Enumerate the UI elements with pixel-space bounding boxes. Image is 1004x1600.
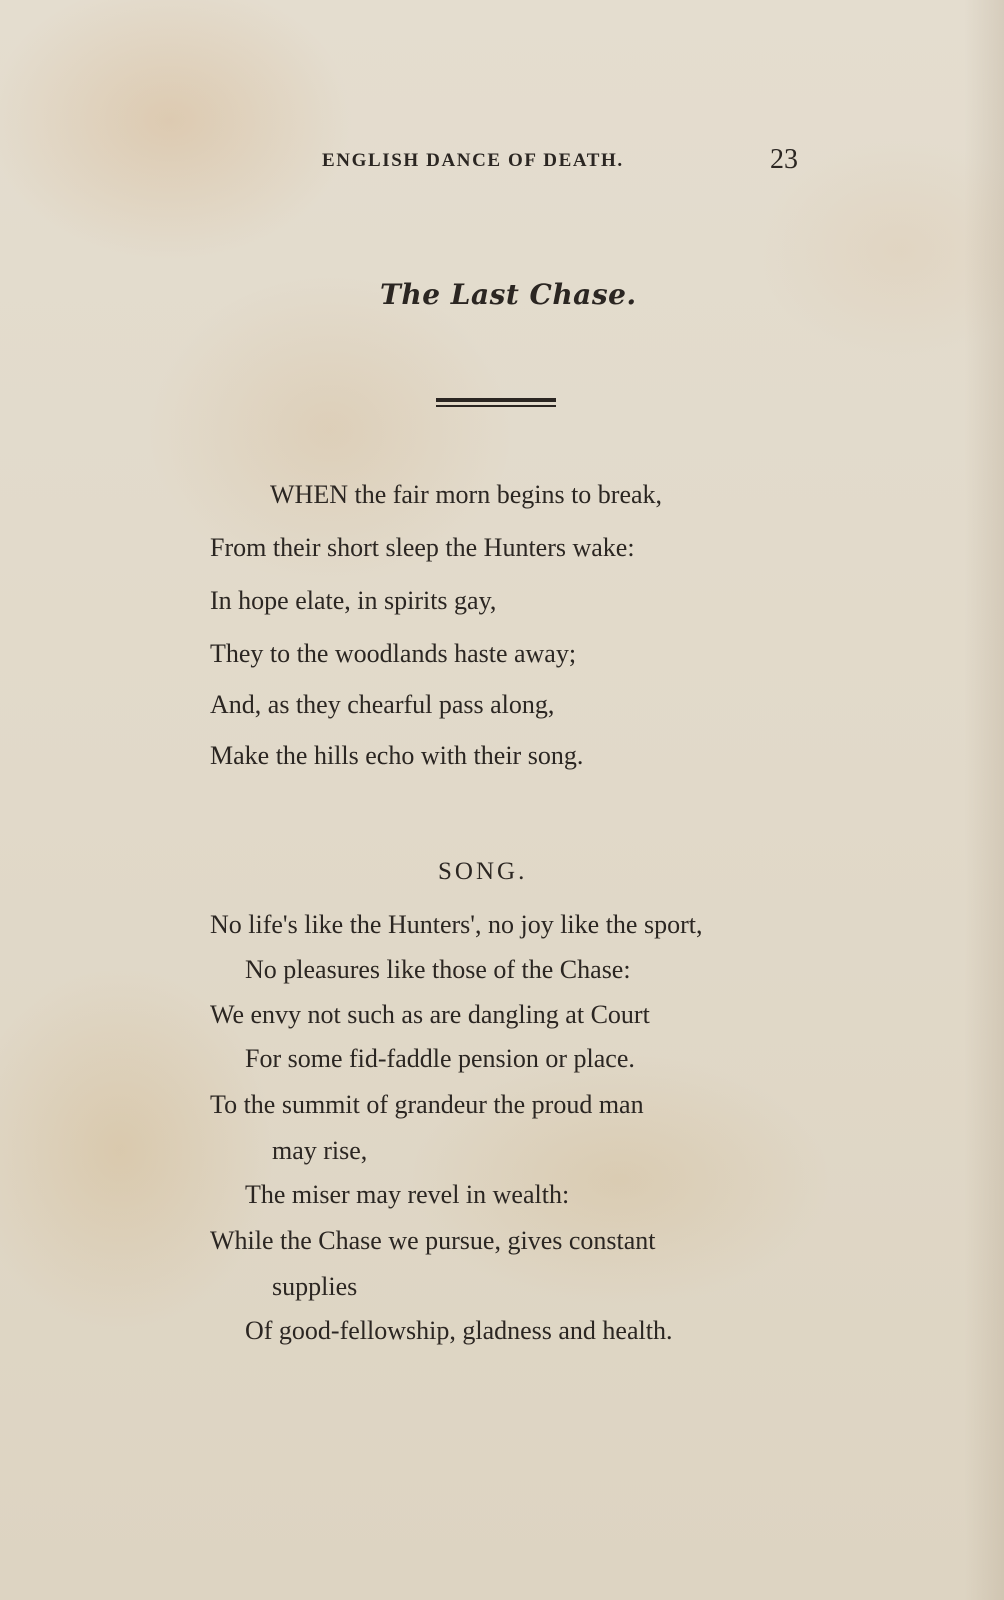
- song-line: Of good-fellowship, gladness and health.: [245, 1316, 673, 1345]
- title-rule-thick: [436, 398, 556, 402]
- page-number: 23: [770, 144, 798, 175]
- song-line: may rise,: [272, 1136, 368, 1165]
- song-line: No pleasures like those of the Chase:: [245, 955, 631, 984]
- page-edge-shadow: [964, 0, 1004, 1600]
- verse-line: WHEN the fair morn begins to break,: [270, 480, 663, 509]
- song-line: We envy not such as are dangling at Court: [210, 1000, 650, 1029]
- song-line: While the Chase we pursue, gives constant: [210, 1226, 656, 1255]
- song-line: To the summit of grandeur the proud man: [210, 1090, 644, 1119]
- verse-line: From their short sleep the Hunters wake:: [210, 533, 635, 562]
- verse-line: They to the woodlands haste away;: [210, 639, 577, 668]
- poem-title: The Last Chase.: [380, 278, 637, 311]
- song-heading: SONG.: [438, 858, 528, 885]
- title-rule: [436, 398, 556, 407]
- song-line: The miser may revel in wealth:: [245, 1180, 570, 1209]
- verse-line: In hope elate, in spirits gay,: [210, 586, 497, 615]
- song-line: supplies: [272, 1272, 358, 1301]
- song-line: For some fid-faddle pension or place.: [245, 1044, 635, 1073]
- verse-line: Make the hills echo with their song.: [210, 741, 584, 770]
- title-rule-thin: [436, 405, 556, 407]
- verse-line: And, as they chearful pass along,: [210, 690, 555, 719]
- song-line: No life's like the Hunters', no joy like the sport,: [210, 910, 703, 939]
- running-head: ENGLISH DANCE OF DEATH.: [322, 150, 624, 171]
